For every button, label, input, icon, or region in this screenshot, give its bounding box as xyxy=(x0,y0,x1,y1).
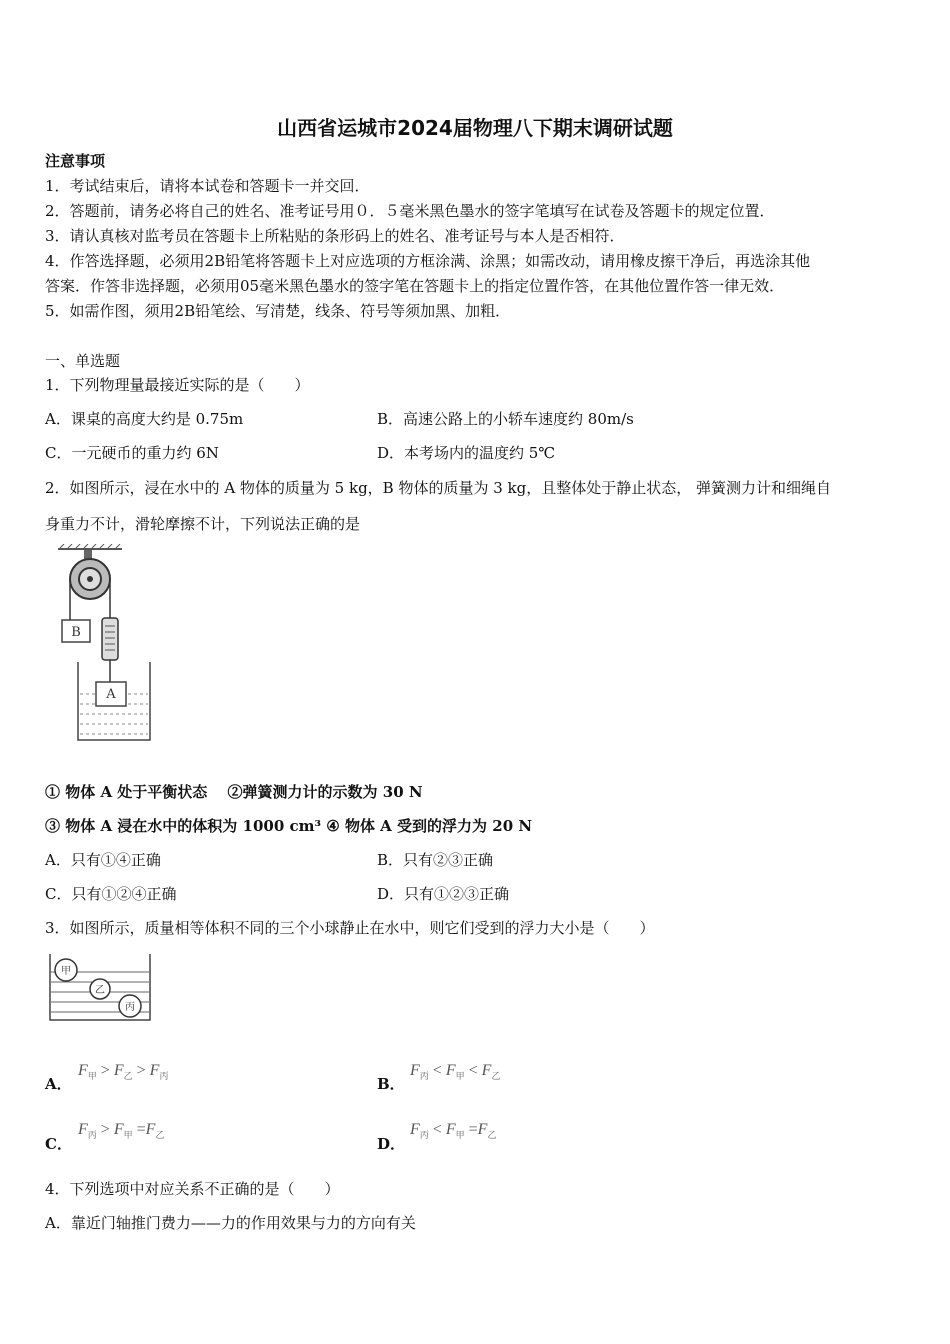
q3-option-d-label: D． xyxy=(377,1135,406,1153)
q1-option-c: C．一元硬币的重力约 6N xyxy=(45,444,219,462)
q4-option-a: A．靠近门轴推门费力——力的作用效果与力的方向有关 xyxy=(45,1214,416,1232)
question-4-stem: 4．下列选项中对应关系不正确的是（ ） xyxy=(45,1180,340,1198)
ceiling-hatch xyxy=(58,544,122,549)
ball-bing-label: 丙 xyxy=(125,1002,135,1013)
notes-item: 2．答题前，请务必将自己的姓名、准考证号用０．５毫米黑色墨水的签字笔填写在试卷及答题卡的规定位置． xyxy=(45,202,775,220)
question-2-stem-cont: 身重力不计，滑轮摩擦不计，下列说法正确的是 xyxy=(45,515,361,533)
block-a-label: A xyxy=(106,687,116,702)
q2-option-c: C．只有①②④正确 xyxy=(45,885,177,903)
notes-item: 1．考试结束后，请将本试卷和答题卡一并交回． xyxy=(45,177,370,195)
q2-option-a: A．只有①④正确 xyxy=(45,851,161,869)
notes-heading: 注意事项 xyxy=(45,152,106,170)
question-2-stem: 2．如图所示，浸在水中的 A 物体的质量为 5 kg，B 物体的质量为 3 kg，且整体处于静止状态， 弹簧测力计和细绳自 xyxy=(45,479,832,497)
q3-option-a-label: A． xyxy=(45,1075,72,1093)
ball-jia-label: 甲 xyxy=(61,966,71,977)
spring-scale xyxy=(102,618,118,660)
balls-figure xyxy=(46,950,156,1025)
page-title: 山西省运城市2024届物理八下期末调研试题 xyxy=(277,116,673,140)
q3-option-a-formula: $F_甲 > F_乙 > F_丙$ xyxy=(78,1062,169,1082)
q2-statement-2: ③ 物体 A 浸在水中的体积为 1000 cm³ ④ 物体 A 受到的浮力为 20 N xyxy=(45,817,533,835)
notes-item: 5．如需作图，须用2B铅笔绘、写清楚，线条、符号等须加黑、加粗． xyxy=(45,302,511,320)
notes-item: 答案．作答非选择题，必须用05毫米黑色墨水的签字笔在答题卡上的指定位置作答，在其他位置作答一律无效． xyxy=(45,277,785,295)
q2-option-d: D．只有①②③正确 xyxy=(377,885,510,903)
q3-option-c-formula: $F_丙 > F_甲 =F_乙$ xyxy=(78,1121,165,1141)
notes-item: 3．请认真核对监考员在答题卡上所粘贴的条形码上的姓名、准考证号与本人是否相符． xyxy=(45,227,625,245)
q3-option-d-formula: $F_丙 < F_甲 =F_乙$ xyxy=(410,1121,497,1141)
q3-option-c-label: C． xyxy=(45,1135,72,1153)
ball-yi-label: 乙 xyxy=(95,985,105,996)
q1-option-b: B．高速公路上的小轿车速度约 80m/s xyxy=(377,410,634,428)
section-heading: 一、单选题 xyxy=(45,352,121,370)
q2-statement-1: ① 物体 A 处于平衡状态 ②弹簧测力计的示数为 30 N xyxy=(45,783,423,801)
q1-option-d: D．本考场内的温度约 5℃ xyxy=(377,444,556,462)
q2-option-b: B．只有②③正确 xyxy=(377,851,494,869)
question-1-stem: 1．下列物理量最接近实际的是（ ） xyxy=(45,376,310,394)
q3-option-b-label: B． xyxy=(377,1075,405,1093)
pulley-figure xyxy=(50,544,160,744)
q3-option-b-formula: $F_丙 < F_甲 < F_乙$ xyxy=(410,1062,501,1082)
question-3-stem: 3．如图所示，质量相等体积不同的三个小球静止在水中，则它们受到的浮力大小是（ ） xyxy=(45,919,655,937)
q1-option-a: A．课桌的高度大约是 0.75m xyxy=(45,410,244,428)
notes-item: 4．作答选择题，必须用2B铅笔将答题卡上对应选项的方框涂满、涂黑；如需改动，请用橡皮擦干净后，再选涂其他 xyxy=(45,252,811,270)
block-b-label: B xyxy=(71,625,81,640)
